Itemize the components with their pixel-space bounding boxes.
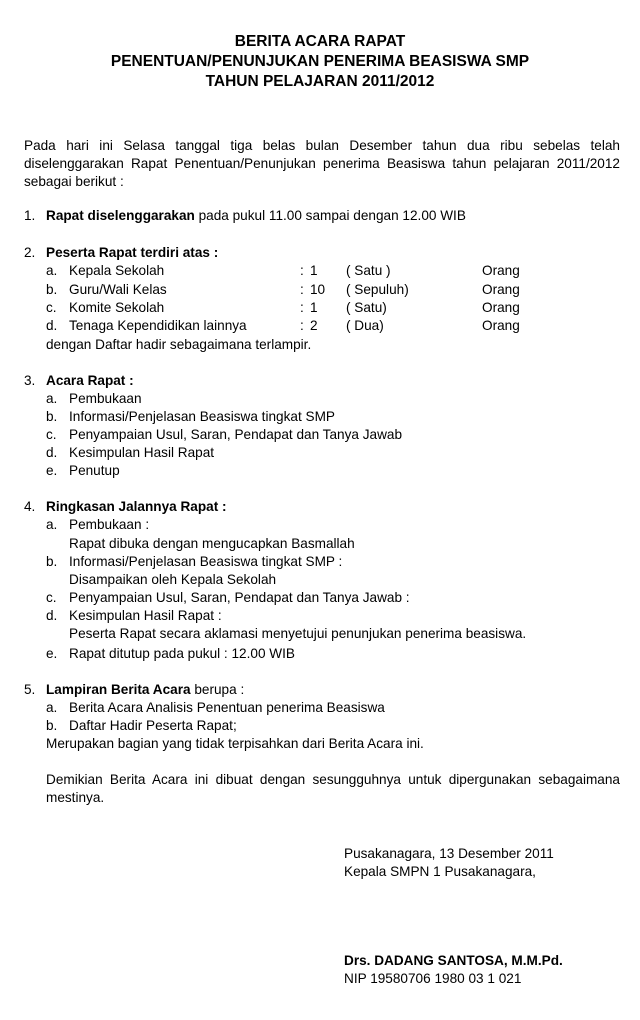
section-2-number: 2. xyxy=(24,245,36,260)
agenda-letter: c. xyxy=(46,427,57,442)
agenda-item: Penyampaian Usul, Saran, Pendapat dan Tanya Jawab xyxy=(69,427,403,442)
section-5-heading: Lampiran Berita Acara xyxy=(46,682,191,697)
summary-item: Penyampaian Usul, Saran, Pendapat dan Tanya Jawab : xyxy=(69,590,410,605)
participant-label: Kepala Sekolah xyxy=(69,263,165,278)
agenda-letter: e. xyxy=(46,463,58,478)
participant-unit: Orang xyxy=(482,318,520,333)
agenda-item: Informasi/Penjelasan Beasiswa tingkat SMP xyxy=(69,409,335,424)
section-1-text: pada pukul 11.00 sampai dengan 12.00 WIB xyxy=(194,208,466,223)
summary-letter: b. xyxy=(46,554,58,569)
closing-paragraph: Demikian Berita Acara ini dibuat dengan sesungguhnya untuk dipergunakan sebagaimana mestinya. xyxy=(46,772,620,805)
participant-count-words: ( Satu) xyxy=(346,300,387,315)
attachment-item: Berita Acara Analisis Penentuan penerima Beasiswa xyxy=(69,700,385,715)
participant-count: 2 xyxy=(310,318,318,333)
participant-letter: b. xyxy=(46,282,58,297)
section-4-number: 4. xyxy=(24,499,36,514)
participant-count-words: ( Sepuluh) xyxy=(346,282,409,297)
summary-detail: Peserta Rapat secara aklamasi menyetujui penunjukan penerima beasiswa. xyxy=(69,626,527,641)
attachment-letter: b. xyxy=(46,718,58,733)
section-4-heading: Ringkasan Jalannya Rapat : xyxy=(46,499,227,514)
summary-item: Rapat ditutup pada pukul : 12.00 WIB xyxy=(69,646,295,661)
participant-letter: c. xyxy=(46,300,57,315)
summary-item: Pembukaan : xyxy=(69,517,150,532)
summary-detail: Disampaikan oleh Kepala Sekolah xyxy=(69,572,277,587)
participant-colon: : xyxy=(300,318,304,333)
agenda-letter: b. xyxy=(46,409,58,424)
participant-unit: Orang xyxy=(482,300,520,315)
summary-letter: a. xyxy=(46,517,58,532)
section-5-heading-rest: berupa : xyxy=(190,682,245,697)
summary-item: Kesimpulan Hasil Rapat : xyxy=(69,608,222,623)
agenda-letter: d. xyxy=(46,445,58,460)
participant-label: Guru/Wali Kelas xyxy=(69,282,167,297)
summary-letter: d. xyxy=(46,608,58,623)
section-5-number: 5. xyxy=(24,682,36,697)
doc-title-line-3: TAHUN PELAJARAN 2011/2012 xyxy=(205,73,435,90)
participant-letter: a. xyxy=(46,263,58,278)
participant-letter: d. xyxy=(46,318,58,333)
summary-detail: Rapat dibuka dengan mengucapkan Basmallah xyxy=(69,536,355,551)
participant-count-words: ( Satu ) xyxy=(346,263,391,278)
participant-label: Tenaga Kependidikan lainnya xyxy=(69,318,247,333)
participant-count-words: ( Dua) xyxy=(346,318,384,333)
section-1-line xyxy=(46,207,466,225)
agenda-item: Kesimpulan Hasil Rapat xyxy=(69,445,215,460)
participant-unit: Orang xyxy=(482,282,520,297)
agenda-item: Pembukaan xyxy=(69,391,142,406)
participant-label: Komite Sekolah xyxy=(69,300,165,315)
signatory-name: Drs. DADANG SANTOSA, M.M.Pd. xyxy=(344,953,563,968)
participant-colon: : xyxy=(300,282,304,297)
section-3-number: 3. xyxy=(24,373,36,388)
signatory-nip: NIP 19580706 1980 03 1 021 xyxy=(344,971,522,986)
doc-title-line-1: BERITA ACARA RAPAT xyxy=(234,33,406,50)
signature-position: Kepala SMPN 1 Pusakanagara, xyxy=(344,864,536,879)
signature-place-date: Pusakanagara, 13 Desember 2011 xyxy=(344,846,554,861)
participant-count: 1 xyxy=(310,263,318,278)
participant-unit: Orang xyxy=(482,263,520,278)
agenda-letter: a. xyxy=(46,391,58,406)
section-5-line xyxy=(46,681,244,699)
doc-title-line-2: PENENTUAN/PENUNJUKAN PENERIMA BEASISWA SMP xyxy=(110,53,530,70)
section-1-heading: Rapat diselenggarakan xyxy=(46,208,195,223)
section-1-number: 1. xyxy=(24,208,36,223)
participant-colon: : xyxy=(300,300,304,315)
attachment-item: Daftar Hadir Peserta Rapat; xyxy=(69,718,237,733)
agenda-item: Penutup xyxy=(69,463,120,478)
summary-item: Informasi/Penjelasan Beasiswa tingkat SMP : xyxy=(69,554,343,569)
section-2-heading: Peserta Rapat terdiri atas : xyxy=(46,245,219,260)
section-2-footer: dengan Daftar hadir sebagaimana terlampir. xyxy=(46,337,312,352)
participant-count: 10 xyxy=(310,282,326,297)
section-3-heading: Acara Rapat : xyxy=(46,373,134,388)
intro-paragraph: Pada hari ini Selasa tanggal tiga belas bulan Desember tahun dua ribu sebelas telah diselenggarakan Rapat Penentuan/Penunjukan penerima Beasiswa tahun pelajaran 2011/2012 sebagai berikut : xyxy=(24,138,620,189)
participant-colon: : xyxy=(300,263,304,278)
section-5-footer: Merupakan bagian yang tidak terpisahkan dari Berita Acara ini. xyxy=(46,736,424,751)
summary-letter: e. xyxy=(46,646,58,661)
participant-count: 1 xyxy=(310,300,318,315)
attachment-letter: a. xyxy=(46,700,58,715)
summary-letter: c. xyxy=(46,590,57,605)
